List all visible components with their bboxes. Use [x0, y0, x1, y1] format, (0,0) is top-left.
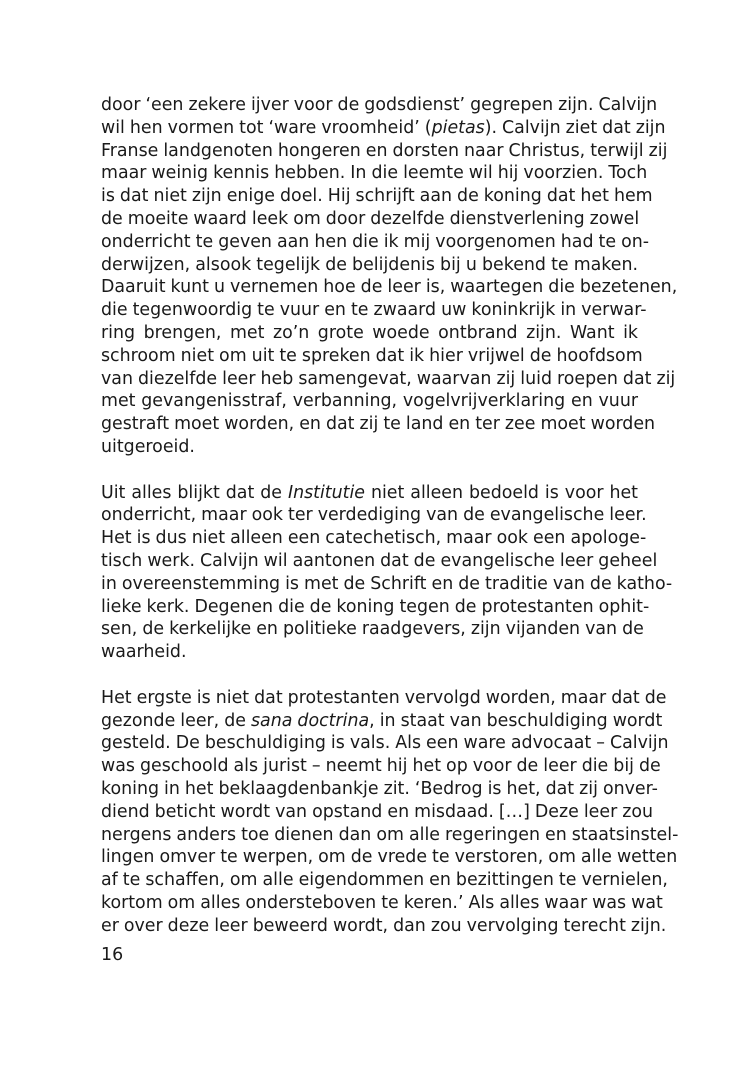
text-segment: onderricht, maar ook ter verdediging van de evangelische leer.: [101, 505, 647, 526]
text-line: [101, 824, 679, 847]
italic-term: pietas: [431, 117, 485, 138]
text-segment: onderricht te geven aan hen die ik mij voorgenomen had te on-: [101, 231, 650, 252]
text-segment: diend beticht wordt van opstand en misdaad. […] Deze leer zou: [101, 801, 654, 822]
italic-term: Institutie: [287, 482, 365, 503]
text-line: [101, 482, 638, 505]
text-line: [101, 185, 653, 208]
text-segment: gestraft moet worden, en dat zij te land en ter zee moet worden: [101, 414, 656, 435]
text-line: [101, 162, 648, 185]
text-segment: gesteld. De beschuldiging is vals. Als een ware advocaat – Calvijn: [101, 733, 669, 754]
text-segment: is dat niet zijn enige doel. Hij schrijft aan de koning dat het hem: [101, 186, 653, 207]
text-line: [101, 915, 667, 938]
text-segment: derwijzen, alsook tegelijk de belijdenis bij u bekend te maken.: [101, 254, 638, 275]
text-line: [101, 778, 658, 801]
text-line: [101, 550, 658, 573]
text-segment: sen, de kerkelijke en politieke raadgevers, zijn vijanden van de: [101, 619, 644, 640]
text-line: [101, 573, 673, 596]
text-line: [101, 618, 644, 641]
text-segment: de moeite waard leek om door dezelfde dienstverlening zowel: [101, 208, 640, 229]
text-segment: nergens anders toe dienen dan om alle regeringen en staatsinstel-: [101, 824, 679, 845]
text-line: [101, 892, 663, 915]
text-segment: Het is dus niet alleen een catechetisch, maar ook een apologe-: [101, 528, 647, 549]
text-line: [101, 596, 650, 619]
text-segment: gezonde leer, de: [101, 710, 251, 731]
text-line: [101, 254, 638, 277]
text-line: [101, 345, 643, 368]
text-segment: uitgeroeid.: [101, 436, 195, 457]
text-line: [101, 368, 676, 391]
text-segment: lieke kerk. Degenen die de koning tegen de protestanten ophit-: [101, 596, 650, 617]
text-segment: ). Calvijn ziet dat zijn: [484, 117, 666, 138]
paragraph: [101, 687, 679, 938]
text-segment: er over deze leer beweerd wordt, dan zou vervolging terecht zijn.: [101, 915, 667, 936]
text-line: [101, 322, 638, 345]
text-segment: niet alleen bedoeld is voor het: [365, 482, 639, 503]
text-segment: wil hen vormen tot ‘ware vroomheid’ (: [101, 117, 432, 138]
text-line: [101, 869, 668, 892]
text-line: [101, 801, 654, 824]
text-segment: maar weinig kennis hebben. In die leemte wil hij voorzien. Toch: [101, 163, 648, 184]
text-line: [101, 276, 678, 299]
text-segment: met gevangenisstraf, verbanning, vogelvrijverklaring en vuur: [101, 391, 638, 412]
text-segment: koning in het beklaagdenbankje zit. ‘Bedrog is het, dat zij onver-: [101, 778, 658, 799]
text-segment: af te schaffen, om alle eigendommen en bezittingen te vernielen,: [101, 870, 668, 891]
body-text: [101, 94, 679, 937]
text-line: [101, 641, 638, 664]
text-line: [101, 527, 647, 550]
page-number: 16: [101, 945, 124, 965]
text-segment: Uit alles blijkt dat de: [101, 482, 288, 503]
text-segment: was geschoold als jurist – neemt hij het op voor de leer die bij de: [101, 756, 661, 777]
text-line: [101, 94, 658, 117]
text-segment: lingen omver te werpen, om de vrede te verstoren, om alle wetten: [101, 847, 678, 868]
text-line: [101, 436, 638, 459]
text-line: [101, 710, 663, 733]
text-line: [101, 299, 647, 322]
paragraph: [101, 482, 673, 664]
text-segment: van diezelfde leer heb samengevat, waarvan zij luid roepen dat zij: [101, 368, 676, 389]
text-line: [101, 413, 656, 436]
text-segment: waarheid.: [101, 642, 187, 663]
text-segment: die tegenwoordig te vuur en te zwaard uw koninkrijk in verwar-: [101, 300, 647, 321]
italic-term: sana doctrina: [251, 710, 370, 731]
text-line: [101, 732, 669, 755]
text-line: [101, 208, 638, 231]
text-segment: schroom niet om uit te spreken dat ik hier vrijwel de hoofdsom: [101, 345, 643, 366]
paragraph: [101, 94, 678, 459]
text-segment: kortom om alles ondersteboven te keren.’ Als alles waar was wat: [101, 892, 663, 913]
text-segment: Daaruit kunt u vernemen hoe de leer is, waartegen die bezetenen,: [101, 277, 678, 298]
text-line: [101, 846, 678, 869]
text-line: [101, 140, 668, 163]
text-line: [101, 755, 661, 778]
text-line: [101, 117, 666, 140]
text-segment: Franse landgenoten hongeren en dorsten naar Christus, terwijl zij: [101, 140, 668, 161]
text-segment: in overeenstemming is met de Schrift en de traditie van de katho-: [101, 573, 673, 594]
text-segment: tisch werk. Calvijn wil aantonen dat de evangelische leer geheel: [101, 550, 658, 571]
text-line: [101, 504, 647, 527]
text-segment: Het ergste is niet dat protestanten vervolgd worden, maar dat de: [101, 687, 667, 708]
text-segment: ring brengen, met zo’n grote woede ontbrand zijn. Want ik: [101, 322, 638, 343]
text-segment: door ‘een zekere ijver voor de godsdienst’ gegrepen zijn. Calvijn: [101, 95, 658, 115]
text-line: [101, 687, 667, 710]
text-line: [101, 390, 638, 413]
text-line: [101, 231, 650, 254]
text-segment: , in staat van beschuldiging wordt: [369, 710, 663, 731]
